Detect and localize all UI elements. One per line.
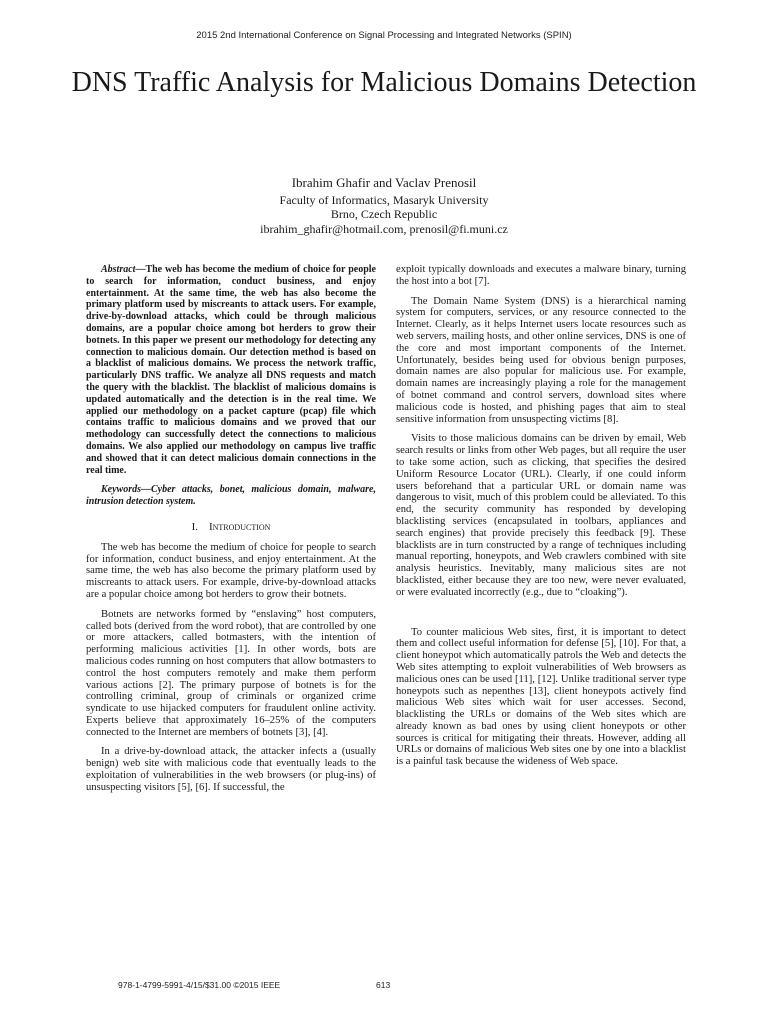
keywords <box>86 484 376 508</box>
paragraph: The web has become the medium of choice for people to search for information, conduct business, and enjoy entertainment. At the same time, the web has also become the primary platform used by miscreants to attack users. For example, drive-by-download attacks are a popular choice among bot herders to grow their botnets. <box>86 541 376 600</box>
right-column <box>396 264 686 776</box>
author-names: Ibrahim Ghafir and Vaclav Prenosil <box>291 175 477 190</box>
abstract <box>86 264 376 476</box>
paragraph: exploit typically downloads and executes a malware binary, turning the host into a bot [7]. <box>396 264 686 287</box>
emails: ibrahim_ghafir@hotmail.com, prenosil@fi.muni.cz <box>260 221 508 236</box>
isbn-copyright: 978-1-4799-5991-4/15/$31.00 ©2015 IEEE <box>118 980 281 990</box>
affiliation: Faculty of Informatics, Masaryk University <box>279 192 489 207</box>
author-block <box>0 176 768 236</box>
paper-title: DNS Traffic Analysis for Malicious Domains Detection <box>71 67 697 98</box>
location: Brno, Czech Republic <box>330 207 438 221</box>
section-number: I. <box>191 520 198 533</box>
paragraph-gap <box>396 607 686 627</box>
paragraph: The Domain Name System (DNS) is a hierarchical naming system for computers, services, or any resource connected to the Internet. Clearly, as it helps Internet users locate resources such as web servers, mailing hosts, and other online services, DNS is one of the core and most important components of the Internet. Unfortunately, besides being used for obvious benign purposes, domain names are also popular for malicious use. For example, domain names are increasingly playing a role for the management of botnet command and control servers, download sites where malicious code is hosted, and phishing pages that aim to steal sensitive information from unsuspecting victims [8]. <box>396 295 686 425</box>
page-number: 613 <box>376 980 391 990</box>
abstract-text: —The web has become the medium of choice for people to search for information, conduct business, and enjoy entertainment. At the same time, the web has also become the primary platform used by miscreants to attack users. For example, drive-by-download attacks, which could be through malicious domains, are a popular choice among bot herders to grow their botnets. In this paper we present our methodology for detecting any connection to malicious domain. Our detection method is based on a blacklist of malicious domains. We process the network traffic, particularly DNS traffic. We analyze all DNS requests and match the query with the blacklist. The blacklist of malicious domains is updated automatically and the detection is in the real time. We applied our methodology on a packet capture (pcap) file which contains traffic to malicious domains and we proved that our methodology can successfully detect the connections to malicious domains. We also applied our methodology on campus live traffic and showed that it can detect malicious domain connections in the real time. <box>86 264 376 476</box>
abstract-label: Abstract <box>101 264 136 275</box>
section-title: Introduction <box>208 520 271 533</box>
paragraph: To counter malicious Web sites, first, it is important to detect them and collect useful information for defense [5], [10]. For that, a client honeypot which automatically patrols the Web and detects the Web sites attempting to exploit vulnerabilities of Web browsers as malicious ones can be used [11], [12]. Unlike traditional server type honeypots such as nepenthes [13], client honeypots actively find malicious Web sites which wait for user accesses. Second, blacklisting the URLs or domains of the Web sites which are already known as bad ones by using client honeypots or other sources is critical for mitigating their threats. However, adding all URLs or domains of malicious Web sites one by one into a blacklist is a painful task because the wideness of Web space. <box>396 626 686 768</box>
keywords-text: —Cyber attacks, bonet, malicious domain, malware, intrusion detection system. <box>86 484 376 508</box>
paragraph: Botnets are networks formed by “enslaving” host computers, called bots (derived from the word robot), that are controlled by one or more attackers, called botmasters, with the intention of performing malicious activities [1]. In other words, bots are malicious codes running on host computers that allow botmasters to control the host computers remotely and make them perform various actions [2]. The primary purpose of botnets is for the controlling criminal, group of criminals or organized crime syndicate to use hijacked computers for fraudulent online activity. Experts believe that approximately 16–25% of the computers connected to the Internet are members of botnets [3], [4]. <box>86 608 376 738</box>
keywords-label: Keywords <box>101 484 141 496</box>
paragraph: Visits to those malicious domains can be driven by email, Web search results or links from other Web pages, but all require the user to take some action, such as clicking, that specifies the desired Uniform Resource Locator (URL). Clearly, if one could inform users beforehand that a particular URL or domain name was dangerous to visit, much of this problem could be alleviated. To this end, the security community has responded by developing blacklisting services (encapsulated in toolbars, appliances and search engines) that provide precisely this feedback [9]. These blacklists are in turn constructed by a range of techniques including manual reporting, honeypots, and Web crawlers combined with site analysis heuristics. Inevitably, many malicious sites are not blacklisted, either because they are too new, were never evaluated, or were evaluated incorrectly (e.g., due to “cloaking”). <box>396 433 686 598</box>
conference-header: 2015 2nd International Conference on Signal Processing and Integrated Networks (SPIN) <box>196 30 572 41</box>
paragraph: In a drive-by-download attack, the attacker infects a (usually benign) web site with malicious code that eventually leads to the exploitation of vulnerabilities in the web browsers (or plug-ins) of unsuspecting visitors [5], [6]. If successful, the <box>86 746 376 793</box>
left-column <box>86 264 376 802</box>
section-heading-introduction <box>86 522 376 534</box>
